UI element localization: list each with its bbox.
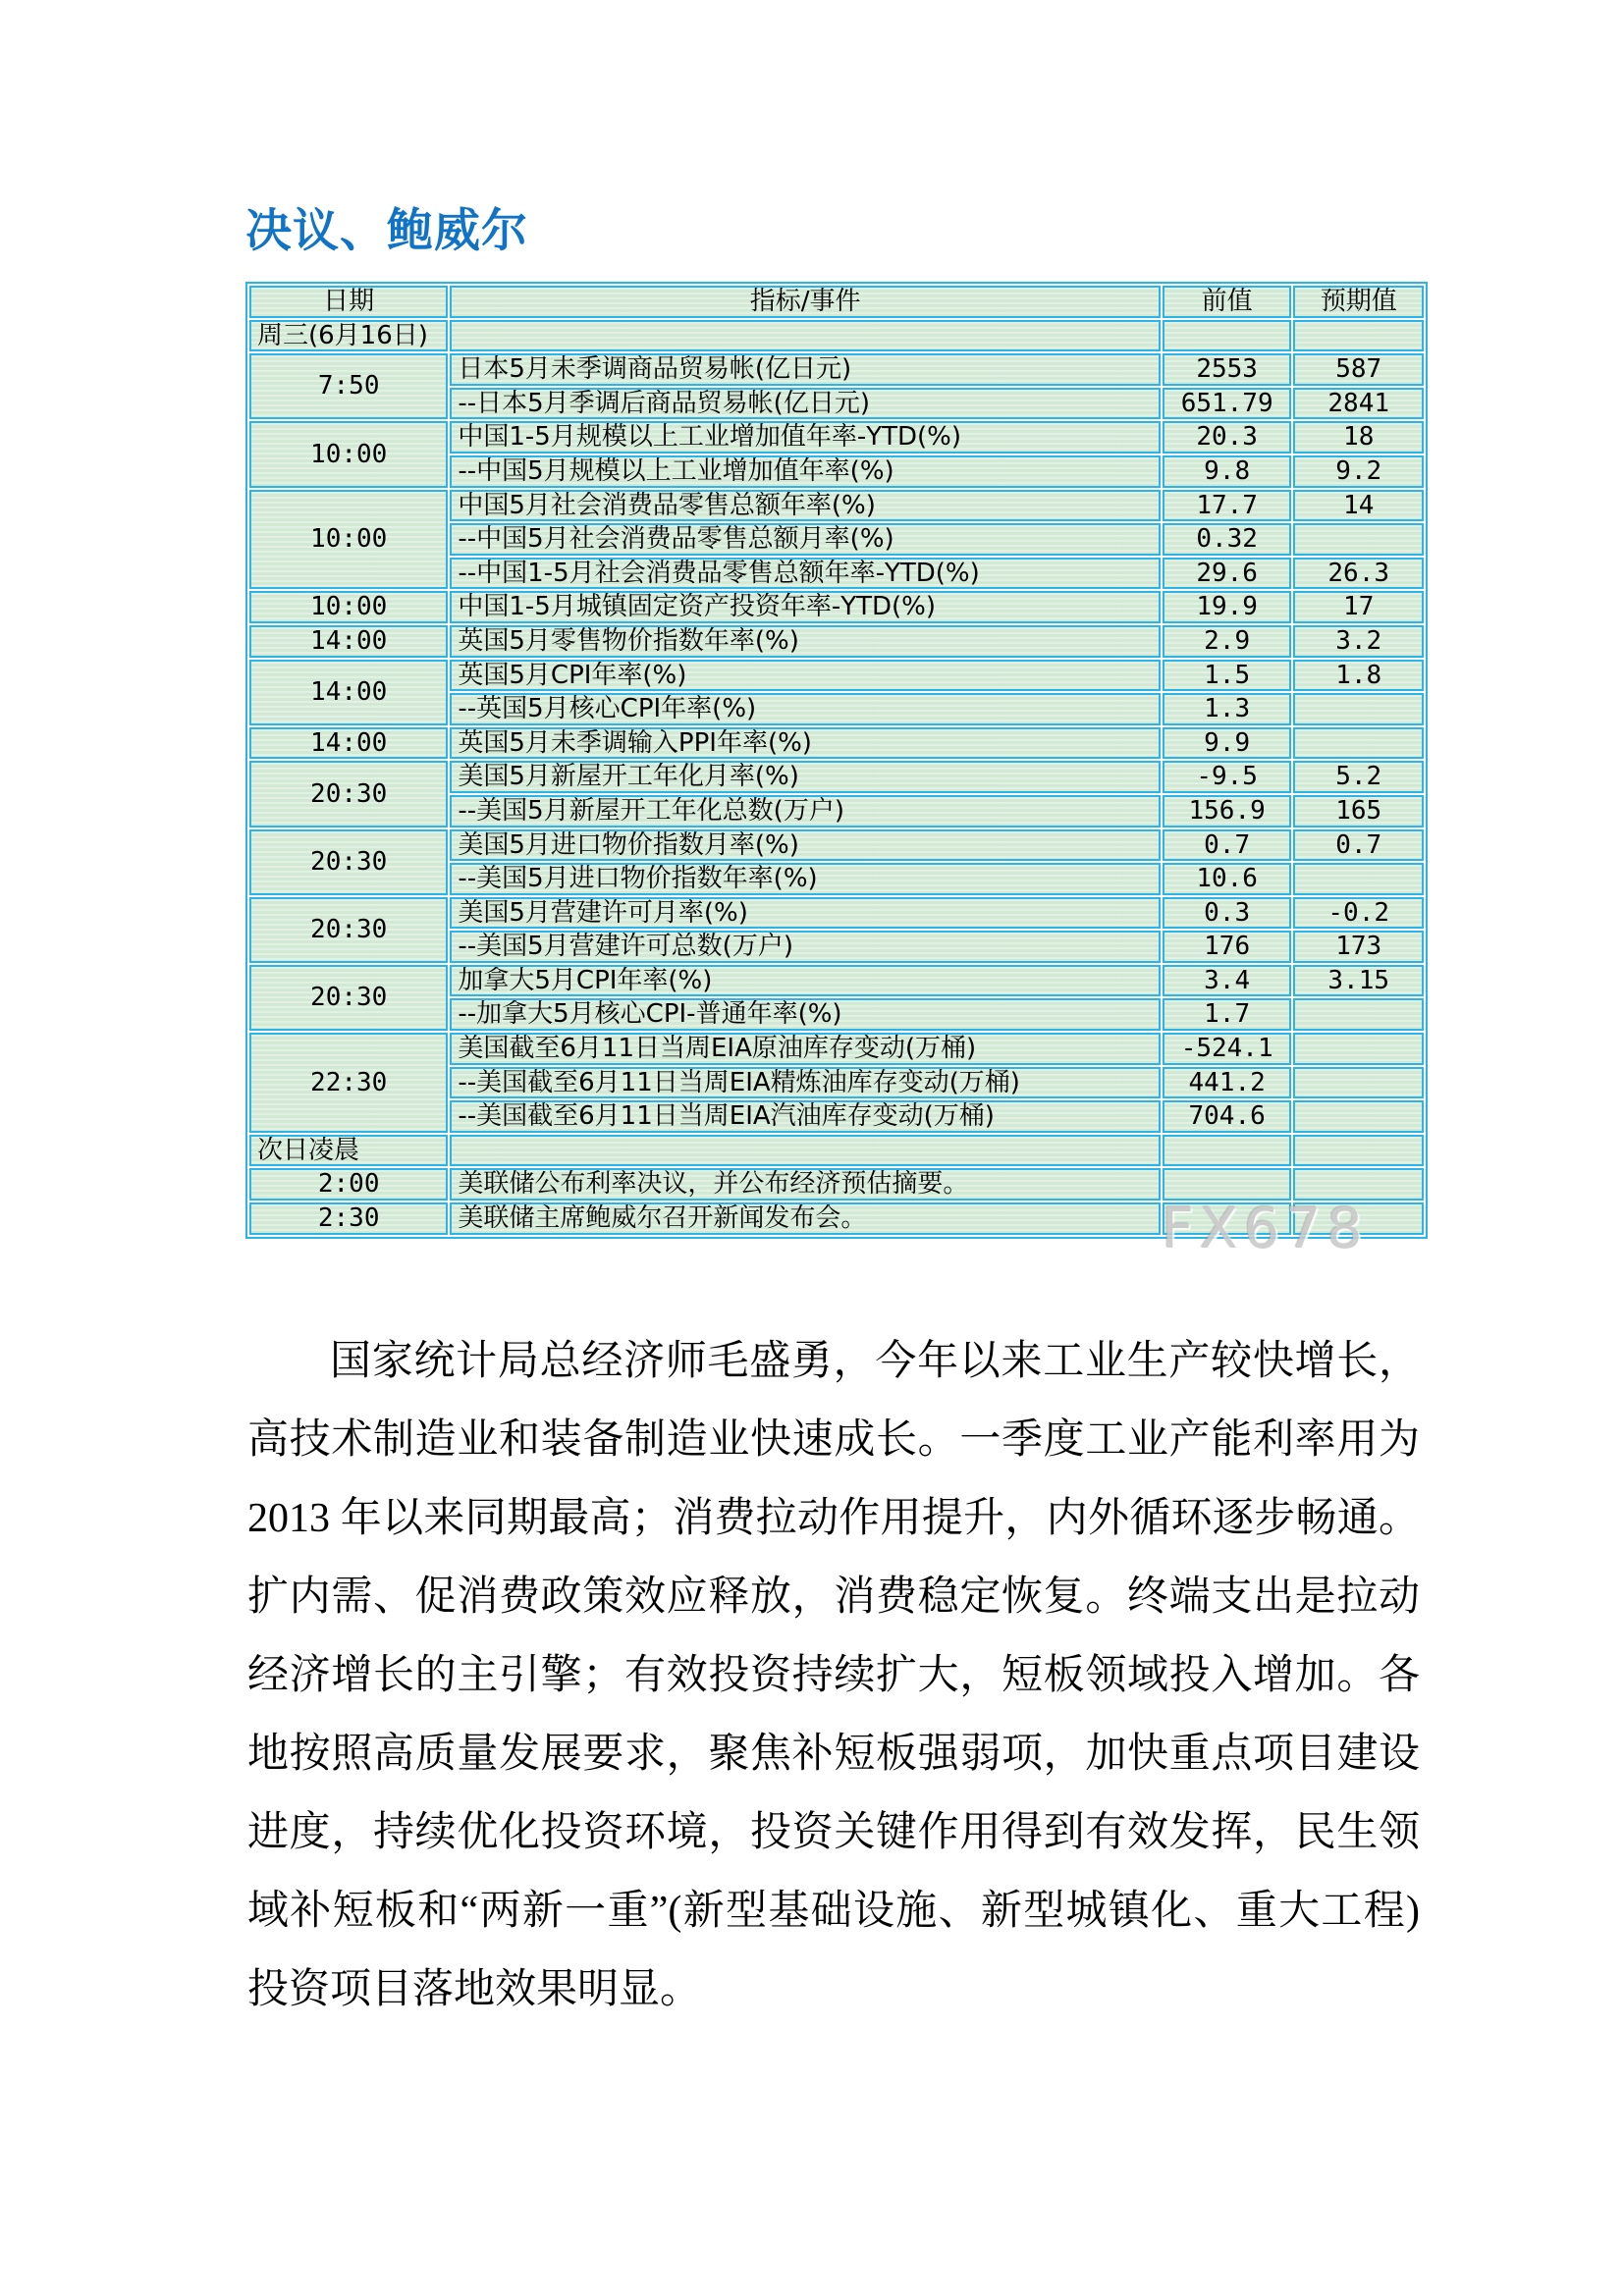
prev-value-cell <box>1163 1202 1292 1235</box>
prev-value-cell: -9.5 <box>1163 761 1292 793</box>
prev-value-cell: 9.9 <box>1163 727 1292 760</box>
prev-value-cell: 651.79 <box>1163 388 1292 420</box>
page-title: 决议、鲍威尔 <box>245 204 528 258</box>
expected-value-cell <box>1293 1202 1424 1235</box>
table-row <box>249 761 1424 793</box>
table-row <box>249 1135 1424 1167</box>
prev-value-cell: 17.7 <box>1163 490 1292 522</box>
indicator-cell: 美国截至6月11日当周EIA原油库存变动(万桶) <box>450 1033 1161 1065</box>
prev-value-cell: 2.9 <box>1163 625 1292 658</box>
expected-value-cell <box>1293 1100 1424 1133</box>
table-row <box>249 421 1424 454</box>
date-cell: 7:50 <box>249 353 448 419</box>
expected-value-cell <box>1293 693 1424 725</box>
column-header: 日期 <box>249 286 448 318</box>
indicator-cell: 英国5月CPI年率(%) <box>450 660 1161 692</box>
column-header: 指标/事件 <box>450 286 1161 318</box>
table-row <box>249 320 1424 352</box>
table-row <box>249 660 1424 692</box>
table-row <box>249 625 1424 658</box>
table-row <box>249 591 1424 623</box>
expected-value-cell <box>1293 998 1424 1031</box>
prev-value-cell: 3.4 <box>1163 965 1292 997</box>
expected-value-cell: -0.2 <box>1293 897 1424 930</box>
prev-value-cell: 9.8 <box>1163 455 1292 488</box>
indicator-cell: --美国截至6月11日当周EIA汽油库存变动(万桶) <box>450 1100 1161 1133</box>
date-cell: 10:00 <box>249 421 448 487</box>
expected-value-cell: 17 <box>1293 591 1424 623</box>
expected-value-cell: 9.2 <box>1293 455 1424 488</box>
expected-value-cell: 0.7 <box>1293 829 1424 862</box>
prev-value-cell: 704.6 <box>1163 1100 1292 1133</box>
expected-value-cell <box>1293 523 1424 556</box>
date-cell: 14:00 <box>249 660 448 725</box>
table-row <box>249 829 1424 862</box>
prev-value-cell <box>1163 320 1292 352</box>
indicator-cell: --美国5月新屋开工年化总数(万户) <box>450 795 1161 828</box>
prev-value-cell: 0.32 <box>1163 523 1292 556</box>
indicator-cell: 美国5月新屋开工年化月率(%) <box>450 761 1161 793</box>
commentary-paragraph: 国家统计局总经济师毛盛勇，今年以来工业生产较快增长，高技术制造业和装备制造业快速成长。一季度工业产能利率用为 2013 年以来同期最高；消费拉动作用提升，内外循环逐步畅通。扩内需、促消费政策效应释放，消费稳定恢复。终端支出是拉动经济增长的主引擎；有效投资持续扩大，短板领域投入增加。各地按照高质量发展要求，聚焦补短板强弱项，加快重点项目建设进度，持续优化投资环境，投资关键作用得到有效发挥，民生领域补短板和“两新一重”(新型基础设施、新型城镇化、重大工程)投资项目落地效果明显。 <box>247 1339 1420 2012</box>
date-cell: 20:30 <box>249 965 448 1031</box>
prev-value-cell: 10.6 <box>1163 863 1292 895</box>
table-row <box>249 490 1424 522</box>
expected-value-cell: 14 <box>1293 490 1424 522</box>
table-row <box>249 727 1424 760</box>
date-cell: 周三(6月16日) <box>249 320 448 352</box>
indicator-cell: 加拿大5月CPI年率(%) <box>450 965 1161 997</box>
expected-value-cell <box>1293 727 1424 760</box>
date-cell: 10:00 <box>249 490 448 590</box>
indicator-cell <box>450 1135 1161 1167</box>
indicator-cell: --中国5月社会消费品零售总额月率(%) <box>450 523 1161 556</box>
indicator-cell: 英国5月零售物价指数年率(%) <box>450 625 1161 658</box>
indicator-cell: 中国1-5月城镇固定资产投资年率-YTD(%) <box>450 591 1161 623</box>
date-cell: 14:00 <box>249 727 448 760</box>
column-header: 前值 <box>1163 286 1292 318</box>
expected-value-cell: 587 <box>1293 353 1424 386</box>
date-cell: 14:00 <box>249 625 448 658</box>
prev-value-cell <box>1163 1168 1292 1201</box>
prev-value-cell: 2553 <box>1163 353 1292 386</box>
date-cell: 22:30 <box>249 1033 448 1133</box>
indicator-cell: 美联储主席鲍威尔召开新闻发布会。 <box>450 1202 1161 1235</box>
prev-value-cell: 1.7 <box>1163 998 1292 1031</box>
indicator-cell: --英国5月核心CPI年率(%) <box>450 693 1161 725</box>
table-row <box>249 1168 1424 1201</box>
date-cell: 20:30 <box>249 829 448 895</box>
prev-value-cell <box>1163 1135 1292 1167</box>
expected-value-cell <box>1293 1135 1424 1167</box>
expected-value-cell: 18 <box>1293 421 1424 454</box>
expected-value-cell <box>1293 320 1424 352</box>
indicator-cell: --美国截至6月11日当周EIA精炼油库存变动(万桶) <box>450 1067 1161 1099</box>
calendar-table-body <box>249 320 1424 1235</box>
expected-value-cell <box>1293 1168 1424 1201</box>
expected-value-cell <box>1293 1033 1424 1065</box>
economic-calendar <box>245 282 1428 1261</box>
prev-value-cell: 176 <box>1163 931 1292 963</box>
prev-value-cell: 29.6 <box>1163 558 1292 590</box>
indicator-cell: 英国5月未季调输入PPI年率(%) <box>450 727 1161 760</box>
expected-value-cell: 5.2 <box>1293 761 1424 793</box>
expected-value-cell: 173 <box>1293 931 1424 963</box>
expected-value-cell: 1.8 <box>1293 660 1424 692</box>
expected-value-cell <box>1293 1067 1424 1099</box>
prev-value-cell: 1.3 <box>1163 693 1292 725</box>
expected-value-cell: 3.2 <box>1293 625 1424 658</box>
indicator-cell: --美国5月营建许可总数(万户) <box>450 931 1161 963</box>
table-row <box>249 1033 1424 1065</box>
calendar-table-header <box>249 286 1424 318</box>
indicator-cell: --日本5月季调后商品贸易帐(亿日元) <box>450 388 1161 420</box>
prev-value-cell: 1.5 <box>1163 660 1292 692</box>
table-row <box>249 965 1424 997</box>
indicator-cell: --美国5月进口物价指数年率(%) <box>450 863 1161 895</box>
indicator-cell: --中国5月规模以上工业增加值年率(%) <box>450 455 1161 488</box>
indicator-cell <box>450 320 1161 352</box>
date-cell: 20:30 <box>249 897 448 963</box>
expected-value-cell: 165 <box>1293 795 1424 828</box>
indicator-cell: 中国5月社会消费品零售总额年率(%) <box>450 490 1161 522</box>
table-row <box>249 353 1424 386</box>
indicator-cell: --加拿大5月核心CPI-普通年率(%) <box>450 998 1161 1031</box>
date-cell: 20:30 <box>249 761 448 827</box>
expected-value-cell: 3.15 <box>1293 965 1424 997</box>
date-cell: 2:30 <box>249 1202 448 1235</box>
prev-value-cell: 0.7 <box>1163 829 1292 862</box>
date-cell: 2:00 <box>249 1168 448 1201</box>
expected-value-cell: 2841 <box>1293 388 1424 420</box>
prev-value-cell: 20.3 <box>1163 421 1292 454</box>
fx678-watermark: FX678 <box>1162 1197 1369 1261</box>
indicator-cell: 美国5月营建许可月率(%) <box>450 897 1161 930</box>
column-header: 预期值 <box>1293 286 1424 318</box>
indicator-cell: 日本5月未季调商品贸易帐(亿日元) <box>450 353 1161 386</box>
calendar-table <box>245 282 1428 1239</box>
indicator-cell: 美国5月进口物价指数月率(%) <box>450 829 1161 862</box>
expected-value-cell <box>1293 863 1424 895</box>
header-row <box>249 286 1424 318</box>
indicator-cell: --中国1-5月社会消费品零售总额年率-YTD(%) <box>450 558 1161 590</box>
indicator-cell: 美联储公布利率决议，并公布经济预估摘要。 <box>450 1168 1161 1201</box>
table-row <box>249 897 1424 930</box>
prev-value-cell: 0.3 <box>1163 897 1292 930</box>
expected-value-cell: 26.3 <box>1293 558 1424 590</box>
indicator-cell: 中国1-5月规模以上工业增加值年率-YTD(%) <box>450 421 1161 454</box>
prev-value-cell: -524.1 <box>1163 1033 1292 1065</box>
table-row <box>249 1202 1424 1235</box>
prev-value-cell: 19.9 <box>1163 591 1292 623</box>
prev-value-cell: 441.2 <box>1163 1067 1292 1099</box>
date-cell: 次日凌晨 <box>249 1135 448 1167</box>
date-cell: 10:00 <box>249 591 448 623</box>
prev-value-cell: 156.9 <box>1163 795 1292 828</box>
